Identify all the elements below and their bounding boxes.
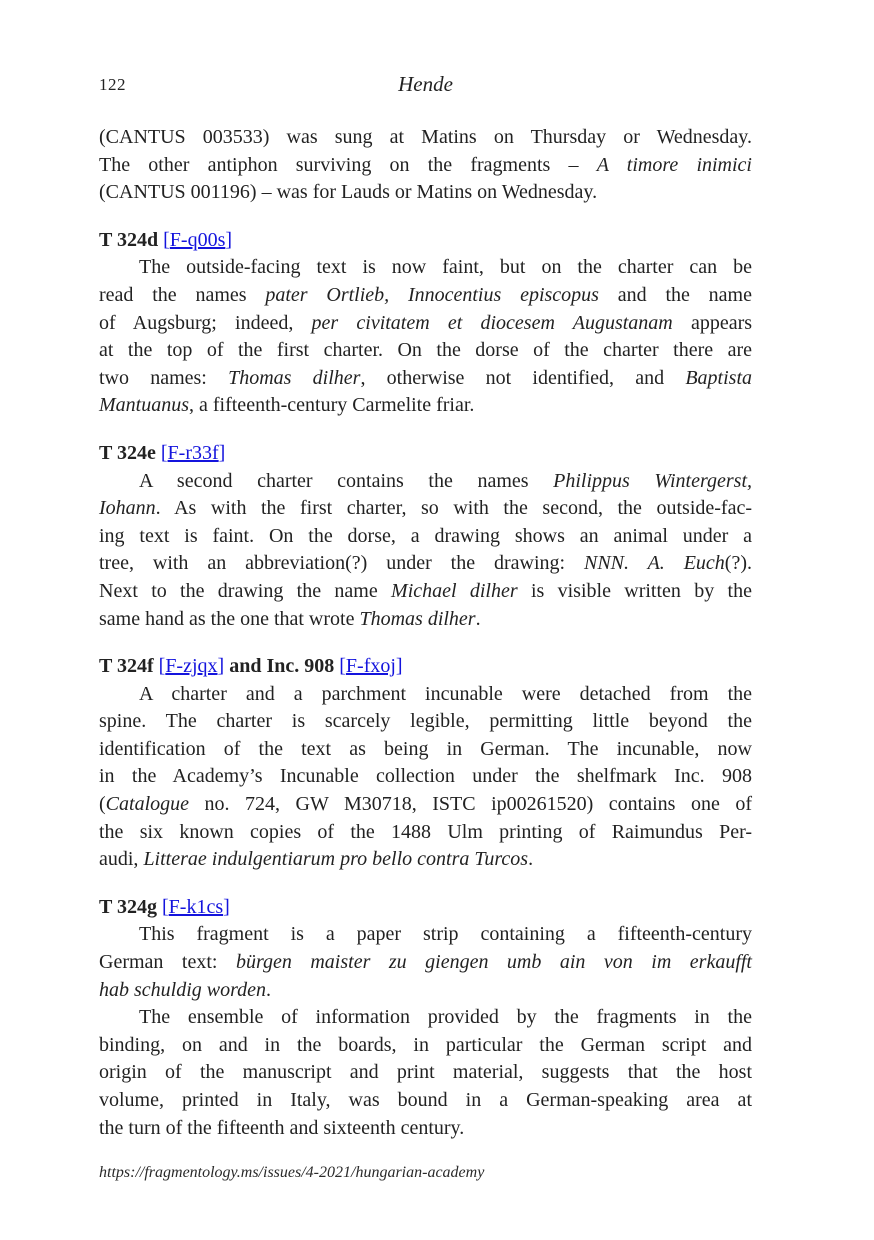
text-line: [99, 310, 752, 338]
paragraph: [99, 681, 752, 874]
italic-text: Litterae indulgentiarum pro bello contra Turcos: [143, 848, 529, 871]
text-line: [99, 282, 752, 310]
italic-text: bürgen maister zu giengen umb ain von im erkaufft: [235, 951, 752, 974]
body-text: two names:: [99, 366, 229, 389]
fragmentarium-link[interactable]: F-q00s: [169, 228, 226, 251]
text-line: [99, 819, 752, 847]
text-line: [99, 1032, 752, 1060]
paragraph: [99, 124, 752, 207]
text-line: [99, 179, 752, 207]
text-line: [99, 949, 752, 977]
page-number: 122: [99, 75, 126, 94]
body-text: in the Academy’s Incunable collection under the shelfmark Inc. 908: [99, 765, 752, 788]
italic-text: Thomas dilher: [228, 366, 361, 389]
body-text: A second charter contains the names: [139, 469, 554, 492]
text-line: [99, 1059, 752, 1087]
text-line: [99, 977, 752, 1005]
body-text: at the top of the first charter. On the dorse of the charter there are: [99, 339, 752, 362]
italic-text: hab schuldig worden: [99, 978, 267, 1001]
text-line: [99, 254, 752, 282]
body-text: German text:: [99, 951, 236, 974]
body-text: of Augsburg; indeed,: [99, 311, 312, 334]
text-line: [99, 921, 752, 949]
italic-text: Baptista: [685, 366, 753, 389]
link-bracket: [: [163, 228, 170, 251]
text-line: [99, 392, 752, 420]
link-bracket: ]: [217, 655, 225, 678]
heading-label: T 324d: [99, 228, 164, 251]
text-line: [99, 846, 752, 874]
italic-text: Thomas dilher: [359, 607, 476, 630]
body-text: volume, printed in Italy, was bound in a German-speaking area at: [99, 1089, 752, 1111]
italic-text: Michael dilher: [391, 579, 518, 602]
section-heading: [99, 227, 752, 255]
fragmentarium-link[interactable]: F-k1cs: [168, 895, 224, 918]
text-line: [99, 468, 752, 496]
body-text: .: [475, 607, 481, 630]
running-head: Hende: [398, 72, 453, 96]
text-line: [99, 337, 752, 365]
page-body: [99, 124, 752, 1142]
italic-text: Mantuanus: [99, 394, 189, 417]
italic-text: Philippus Wintergerst,: [553, 469, 752, 492]
body-text: appears: [672, 311, 753, 334]
body-text: and the name: [598, 283, 752, 306]
fragmentarium-link[interactable]: F-fxoj: [345, 655, 396, 678]
body-text: (?).: [724, 552, 752, 575]
link-bracket: [: [161, 895, 169, 918]
body-text: . As with the first charter, so with the second, the outside-fac-: [155, 497, 752, 520]
body-text: the six known copies of the 1488 Ulm printing of Raimundus Per-: [99, 820, 752, 843]
link-bracket: [: [339, 655, 346, 678]
italic-text: A timore inimici: [596, 153, 752, 176]
fragmentarium-link[interactable]: F-r33f: [167, 441, 219, 464]
body-text: , otherwise not identified, and: [360, 366, 686, 389]
body-text: binding, on and in the boards, in particular the German script and: [99, 1033, 752, 1056]
text-line: [99, 523, 752, 551]
body-text: same hand as the one that wrote: [99, 607, 360, 630]
section-heading: [99, 440, 752, 468]
body-text: , a fifteenth-century Carmelite friar.: [189, 394, 475, 417]
heading-label: and Inc. 908: [224, 655, 340, 678]
body-text: read the names: [99, 283, 266, 306]
paragraph: [99, 921, 752, 1004]
body-text: This fragment is a paper strip containing a fifteenth-century: [139, 923, 752, 946]
italic-text: Catalogue: [105, 793, 190, 816]
text-line: [99, 791, 752, 819]
section-heading: [99, 894, 752, 922]
heading-label: T 324g: [99, 895, 162, 918]
body-text: identification of the text as being in German. The incunable, now: [99, 737, 752, 760]
body-text: .: [528, 848, 534, 871]
link-bracket: ]: [225, 228, 233, 251]
text-line: [99, 681, 752, 709]
body-text: is visible written by the: [517, 579, 752, 602]
body-text: audi,: [99, 848, 144, 871]
text-line: [99, 708, 752, 736]
body-text: the turn of the fifteenth and sixteenth century.: [99, 1116, 465, 1139]
text-line: [99, 550, 752, 578]
paragraph: [99, 254, 752, 420]
link-bracket: ]: [395, 655, 403, 678]
text-line: [99, 578, 752, 606]
body-text: Next to the drawing the name: [99, 579, 392, 602]
page-header: [99, 70, 752, 98]
footer-url: https://fragmentology.ms/issues/4-2021/hungarian-academy: [99, 1164, 485, 1182]
link-bracket: [: [158, 655, 166, 678]
text-line: [99, 1087, 752, 1115]
text-line: [99, 1004, 752, 1032]
body-text: The outside-facing text is now faint, but on the charter can be: [139, 256, 752, 279]
body-text: (: [99, 793, 106, 816]
text-line: [99, 736, 752, 764]
link-bracket: ]: [218, 441, 226, 464]
text-line: [99, 124, 752, 152]
body-text: ing text is faint. On the dorse, a drawing shows an animal under a: [99, 524, 752, 547]
text-line: [99, 495, 752, 523]
heading-label: T 324e: [99, 441, 161, 464]
page-footer: [99, 1164, 752, 1182]
text-line: [99, 606, 752, 634]
italic-text: per civitatem et diocesem Augustanam: [311, 311, 673, 334]
body-text: origin of the manuscript and print material, suggests that the host: [99, 1061, 752, 1084]
text-line: [99, 1115, 752, 1143]
text-line: [99, 152, 752, 180]
heading-label: T 324f: [99, 655, 159, 678]
body-text: no. 724, GW M30718, ISTC ip00261520) contains one of: [189, 793, 752, 816]
italic-text: NNN. A. Euch: [584, 552, 725, 575]
italic-text: Iohann: [99, 497, 156, 520]
section-heading: [99, 653, 752, 681]
body-text: .: [266, 978, 272, 1001]
paragraph: [99, 468, 752, 634]
italic-text: pater Ortlieb, Innocentius episcopus: [265, 283, 599, 306]
text-line: [99, 365, 752, 393]
body-text: spine. The charter is scarcely legible, permitting little beyond the: [99, 710, 752, 733]
fragmentarium-link[interactable]: F-zjqx: [165, 655, 218, 678]
link-bracket: [: [160, 441, 168, 464]
text-line: [99, 763, 752, 791]
body-text: (CANTUS 001196) – was for Lauds or Matins on Wednesday.: [99, 181, 598, 204]
body-text: (CANTUS 003533) was sung at Matins on Thursday or Wednesday.: [99, 126, 752, 148]
body-text: The ensemble of information provided by the fragments in the: [139, 1006, 752, 1029]
body-text: tree, with an abbreviation(?) under the drawing:: [99, 552, 584, 575]
link-bracket: ]: [223, 895, 230, 918]
paragraph: [99, 1004, 752, 1142]
body-text: The other antiphon surviving on the fragments –: [99, 153, 597, 176]
body-text: A charter and a parchment incunable were detached from the: [139, 682, 752, 705]
